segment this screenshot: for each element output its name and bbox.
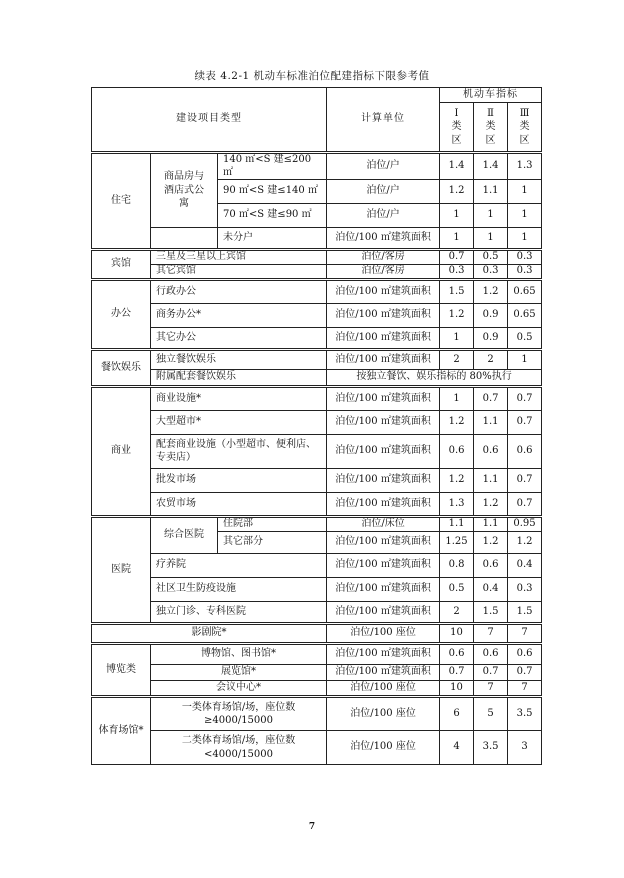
value-zone-1: 1.3 bbox=[440, 493, 474, 517]
value-zone-2: 1.4 bbox=[474, 153, 508, 180]
value-zone-2: 1.2 bbox=[474, 493, 508, 517]
value-zone-2: 7 bbox=[474, 681, 508, 697]
value-zone-2: 0.6 bbox=[474, 435, 508, 469]
item-label: 行政办公 bbox=[151, 280, 327, 304]
value-zone-3: 0.7 bbox=[508, 493, 542, 517]
value-zone-3: 1 bbox=[508, 204, 542, 228]
unit-cell: 泊位/100 ㎡建筑面积 bbox=[327, 304, 440, 328]
value-zone-1: 0.7 bbox=[440, 250, 474, 265]
unit-cell: 泊位/100 ㎡建筑面积 bbox=[327, 578, 440, 602]
value-zone-1: 2 bbox=[440, 602, 474, 624]
value-zone-2: 7 bbox=[474, 624, 508, 644]
value-zone-3: 1.3 bbox=[508, 153, 542, 180]
value-zone-2: 1.1 bbox=[474, 180, 508, 204]
subgroup-general-hospital: 综合医院 bbox=[151, 517, 218, 554]
item-label: 住院部 bbox=[218, 517, 327, 532]
unit-cell: 泊位/100 座位 bbox=[327, 731, 440, 765]
parking-index-table bbox=[91, 87, 542, 765]
value-zone-3: 0.65 bbox=[508, 304, 542, 328]
value-zone-1: 1.1 bbox=[440, 517, 474, 532]
value-zone-3: 1 bbox=[508, 350, 542, 370]
value-zone-2: 0.7 bbox=[474, 387, 508, 411]
value-zone-1: 2 bbox=[440, 350, 474, 370]
value-zone-2: 1.1 bbox=[474, 469, 508, 493]
unit-cell: 泊位/客房 bbox=[327, 265, 440, 280]
value-zone-3: 1 bbox=[508, 180, 542, 204]
page-number: 7 bbox=[308, 822, 316, 832]
value-zone-1: 6 bbox=[440, 697, 474, 731]
unit-cell: 泊位/户 bbox=[327, 153, 440, 180]
value-zone-1: 0.5 bbox=[440, 578, 474, 602]
value-zone-3: 1.2 bbox=[508, 532, 542, 554]
unit-cell: 泊位/100 ㎡建筑面积 bbox=[327, 280, 440, 304]
subgroup-commercial-housing: 商品房与酒店式公寓 bbox=[151, 153, 218, 228]
item-label: 疗养院 bbox=[151, 554, 327, 578]
value-zone-2: 0.4 bbox=[474, 578, 508, 602]
unit-cell: 泊位/100 ㎡建筑面积 bbox=[327, 435, 440, 469]
value-zone-1: 0.8 bbox=[440, 554, 474, 578]
header-indicator: 机动车指标 bbox=[440, 88, 542, 103]
unit-cell: 泊位/100 ㎡建筑面积 bbox=[327, 411, 440, 435]
value-zone-1: 1.2 bbox=[440, 180, 474, 204]
group-commerce: 商业 bbox=[92, 387, 151, 517]
value-zone-1: 1.4 bbox=[440, 153, 474, 180]
value-zone-2: 0.9 bbox=[474, 304, 508, 328]
merged-note: 按独立餐饮、娱乐指标的 80%执行 bbox=[327, 370, 542, 387]
value-zone-1: 1.25 bbox=[440, 532, 474, 554]
item-label: 大型超市* bbox=[151, 411, 327, 435]
item-label: 140 ㎡<S 建≤200 ㎡ bbox=[218, 153, 327, 180]
value-zone-1: 1 bbox=[440, 228, 474, 250]
unit-cell: 泊位/床位 bbox=[327, 517, 440, 532]
value-zone-2: 0.6 bbox=[474, 554, 508, 578]
value-zone-1: 4 bbox=[440, 731, 474, 765]
value-zone-1: 1.5 bbox=[440, 280, 474, 304]
value-zone-3: 0.7 bbox=[508, 387, 542, 411]
item-label: 其它宾馆 bbox=[151, 265, 327, 280]
item-label: 未分户 bbox=[218, 228, 327, 250]
value-zone-1: 1 bbox=[440, 328, 474, 350]
group-hospital: 医院 bbox=[92, 517, 151, 624]
unit-cell: 泊位/100 座位 bbox=[327, 681, 440, 697]
unit-cell: 泊位/100 ㎡建筑面积 bbox=[327, 469, 440, 493]
value-zone-2: 1 bbox=[474, 228, 508, 250]
value-zone-3: 0.6 bbox=[508, 435, 542, 469]
value-zone-3: 0.3 bbox=[508, 578, 542, 602]
value-zone-3: 0.4 bbox=[508, 554, 542, 578]
value-zone-1: 0.3 bbox=[440, 265, 474, 280]
value-zone-3: 0.3 bbox=[508, 265, 542, 280]
unit-cell: 泊位/100 ㎡建筑面积 bbox=[327, 665, 440, 681]
unit-cell: 泊位/100 ㎡建筑面积 bbox=[327, 228, 440, 250]
unit-cell: 泊位/100 ㎡建筑面积 bbox=[327, 644, 440, 665]
item-label: 附属配套餐饮娱乐 bbox=[151, 370, 327, 387]
value-zone-1: 0.7 bbox=[440, 665, 474, 681]
unit-cell: 泊位/100 ㎡建筑面积 bbox=[327, 328, 440, 350]
group-dining: 餐饮娱乐 bbox=[92, 350, 151, 387]
value-zone-3: 7 bbox=[508, 681, 542, 697]
header-zone-2: Ⅱ类区 bbox=[474, 103, 508, 153]
group-hotel: 宾馆 bbox=[92, 250, 151, 280]
value-zone-3: 1.5 bbox=[508, 602, 542, 624]
header-unit: 计算单位 bbox=[327, 88, 440, 153]
value-zone-1: 1 bbox=[440, 387, 474, 411]
header-building-type: 建设项目类型 bbox=[92, 88, 327, 153]
item-label: 独立门诊、专科医院 bbox=[151, 602, 327, 624]
unit-cell: 泊位/100 ㎡建筑面积 bbox=[327, 532, 440, 554]
item-label: 三星及三星以上宾馆 bbox=[151, 250, 327, 265]
item-label: 其它部分 bbox=[218, 532, 327, 554]
value-zone-2: 1.2 bbox=[474, 280, 508, 304]
value-zone-3: 0.7 bbox=[508, 469, 542, 493]
unit-cell: 泊位/客房 bbox=[327, 250, 440, 265]
item-label: 商业设施* bbox=[151, 387, 327, 411]
item-label: 展览馆* bbox=[151, 665, 327, 681]
unit-cell: 泊位/户 bbox=[327, 204, 440, 228]
unit-cell: 泊位/100 座位 bbox=[327, 624, 440, 644]
unit-cell: 泊位/100 ㎡建筑面积 bbox=[327, 387, 440, 411]
value-zone-1: 10 bbox=[440, 624, 474, 644]
item-label: 商务办公* bbox=[151, 304, 327, 328]
item-label: 社区卫生防疫设施 bbox=[151, 578, 327, 602]
item-label: 一类体育场馆/场，座位数≥4000/15000 bbox=[151, 697, 327, 731]
value-zone-2: 0.3 bbox=[474, 265, 508, 280]
value-zone-3: 7 bbox=[508, 624, 542, 644]
item-label: 农贸市场 bbox=[151, 493, 327, 517]
value-zone-1: 1 bbox=[440, 204, 474, 228]
item-cinema: 影剧院* bbox=[92, 624, 327, 644]
value-zone-1: 0.6 bbox=[440, 435, 474, 469]
value-zone-1: 0.6 bbox=[440, 644, 474, 665]
value-zone-3: 0.7 bbox=[508, 665, 542, 681]
value-zone-3: 0.6 bbox=[508, 644, 542, 665]
unit-cell: 泊位/100 ㎡建筑面积 bbox=[327, 554, 440, 578]
header-zone-1: Ⅰ类区 bbox=[440, 103, 474, 153]
value-zone-1: 1.2 bbox=[440, 469, 474, 493]
value-zone-2: 1.1 bbox=[474, 411, 508, 435]
value-zone-3: 0.7 bbox=[508, 411, 542, 435]
item-label: 其它办公 bbox=[151, 328, 327, 350]
value-zone-3: 0.95 bbox=[508, 517, 542, 532]
value-zone-1: 1.2 bbox=[440, 411, 474, 435]
value-zone-3: 3 bbox=[508, 731, 542, 765]
value-zone-2: 1.5 bbox=[474, 602, 508, 624]
value-zone-2: 0.9 bbox=[474, 328, 508, 350]
item-label: 90 ㎡<S 建≤140 ㎡ bbox=[218, 180, 327, 204]
unit-cell: 泊位/户 bbox=[327, 180, 440, 204]
value-zone-2: 0.7 bbox=[474, 665, 508, 681]
item-label: 批发市场 bbox=[151, 469, 327, 493]
value-zone-2: 1 bbox=[474, 204, 508, 228]
unit-cell: 泊位/100 ㎡建筑面积 bbox=[327, 602, 440, 624]
value-zone-3: 0.3 bbox=[508, 250, 542, 265]
value-zone-2: 0.6 bbox=[474, 644, 508, 665]
value-zone-3: 0.65 bbox=[508, 280, 542, 304]
group-residential: 住宅 bbox=[92, 153, 151, 250]
group-office: 办公 bbox=[92, 280, 151, 350]
item-label: 独立餐饮娱乐 bbox=[151, 350, 327, 370]
group-exhibition: 博览类 bbox=[92, 644, 151, 697]
group-stadium: 体育场馆* bbox=[92, 697, 151, 765]
unit-cell: 泊位/100 ㎡建筑面积 bbox=[327, 493, 440, 517]
value-zone-2: 5 bbox=[474, 697, 508, 731]
item-label: 会议中心* bbox=[151, 681, 327, 697]
value-zone-1: 1.2 bbox=[440, 304, 474, 328]
value-zone-3: 1 bbox=[508, 228, 542, 250]
value-zone-2: 3.5 bbox=[474, 731, 508, 765]
value-zone-1: 10 bbox=[440, 681, 474, 697]
value-zone-2: 0.5 bbox=[474, 250, 508, 265]
value-zone-3: 0.5 bbox=[508, 328, 542, 350]
unit-cell: 泊位/100 ㎡建筑面积 bbox=[327, 350, 440, 370]
value-zone-3: 3.5 bbox=[508, 697, 542, 731]
item-label: 二类体育场馆/场，座位数<4000/15000 bbox=[151, 731, 327, 765]
value-zone-2: 1.2 bbox=[474, 532, 508, 554]
table-caption: 续表 4.2-1 机动车标准泊位配建指标下限参考值 bbox=[194, 70, 430, 82]
value-zone-2: 2 bbox=[474, 350, 508, 370]
unit-cell: 泊位/100 座位 bbox=[327, 697, 440, 731]
item-label: 配套商业设施（小型超市、便利店、专卖店） bbox=[151, 435, 327, 469]
value-zone-2: 1.1 bbox=[474, 517, 508, 532]
header-zone-3: Ⅲ类区 bbox=[508, 103, 542, 153]
item-label: 70 ㎡<S 建≤90 ㎡ bbox=[218, 204, 327, 228]
item-label: 博物馆、图书馆* bbox=[151, 644, 327, 665]
